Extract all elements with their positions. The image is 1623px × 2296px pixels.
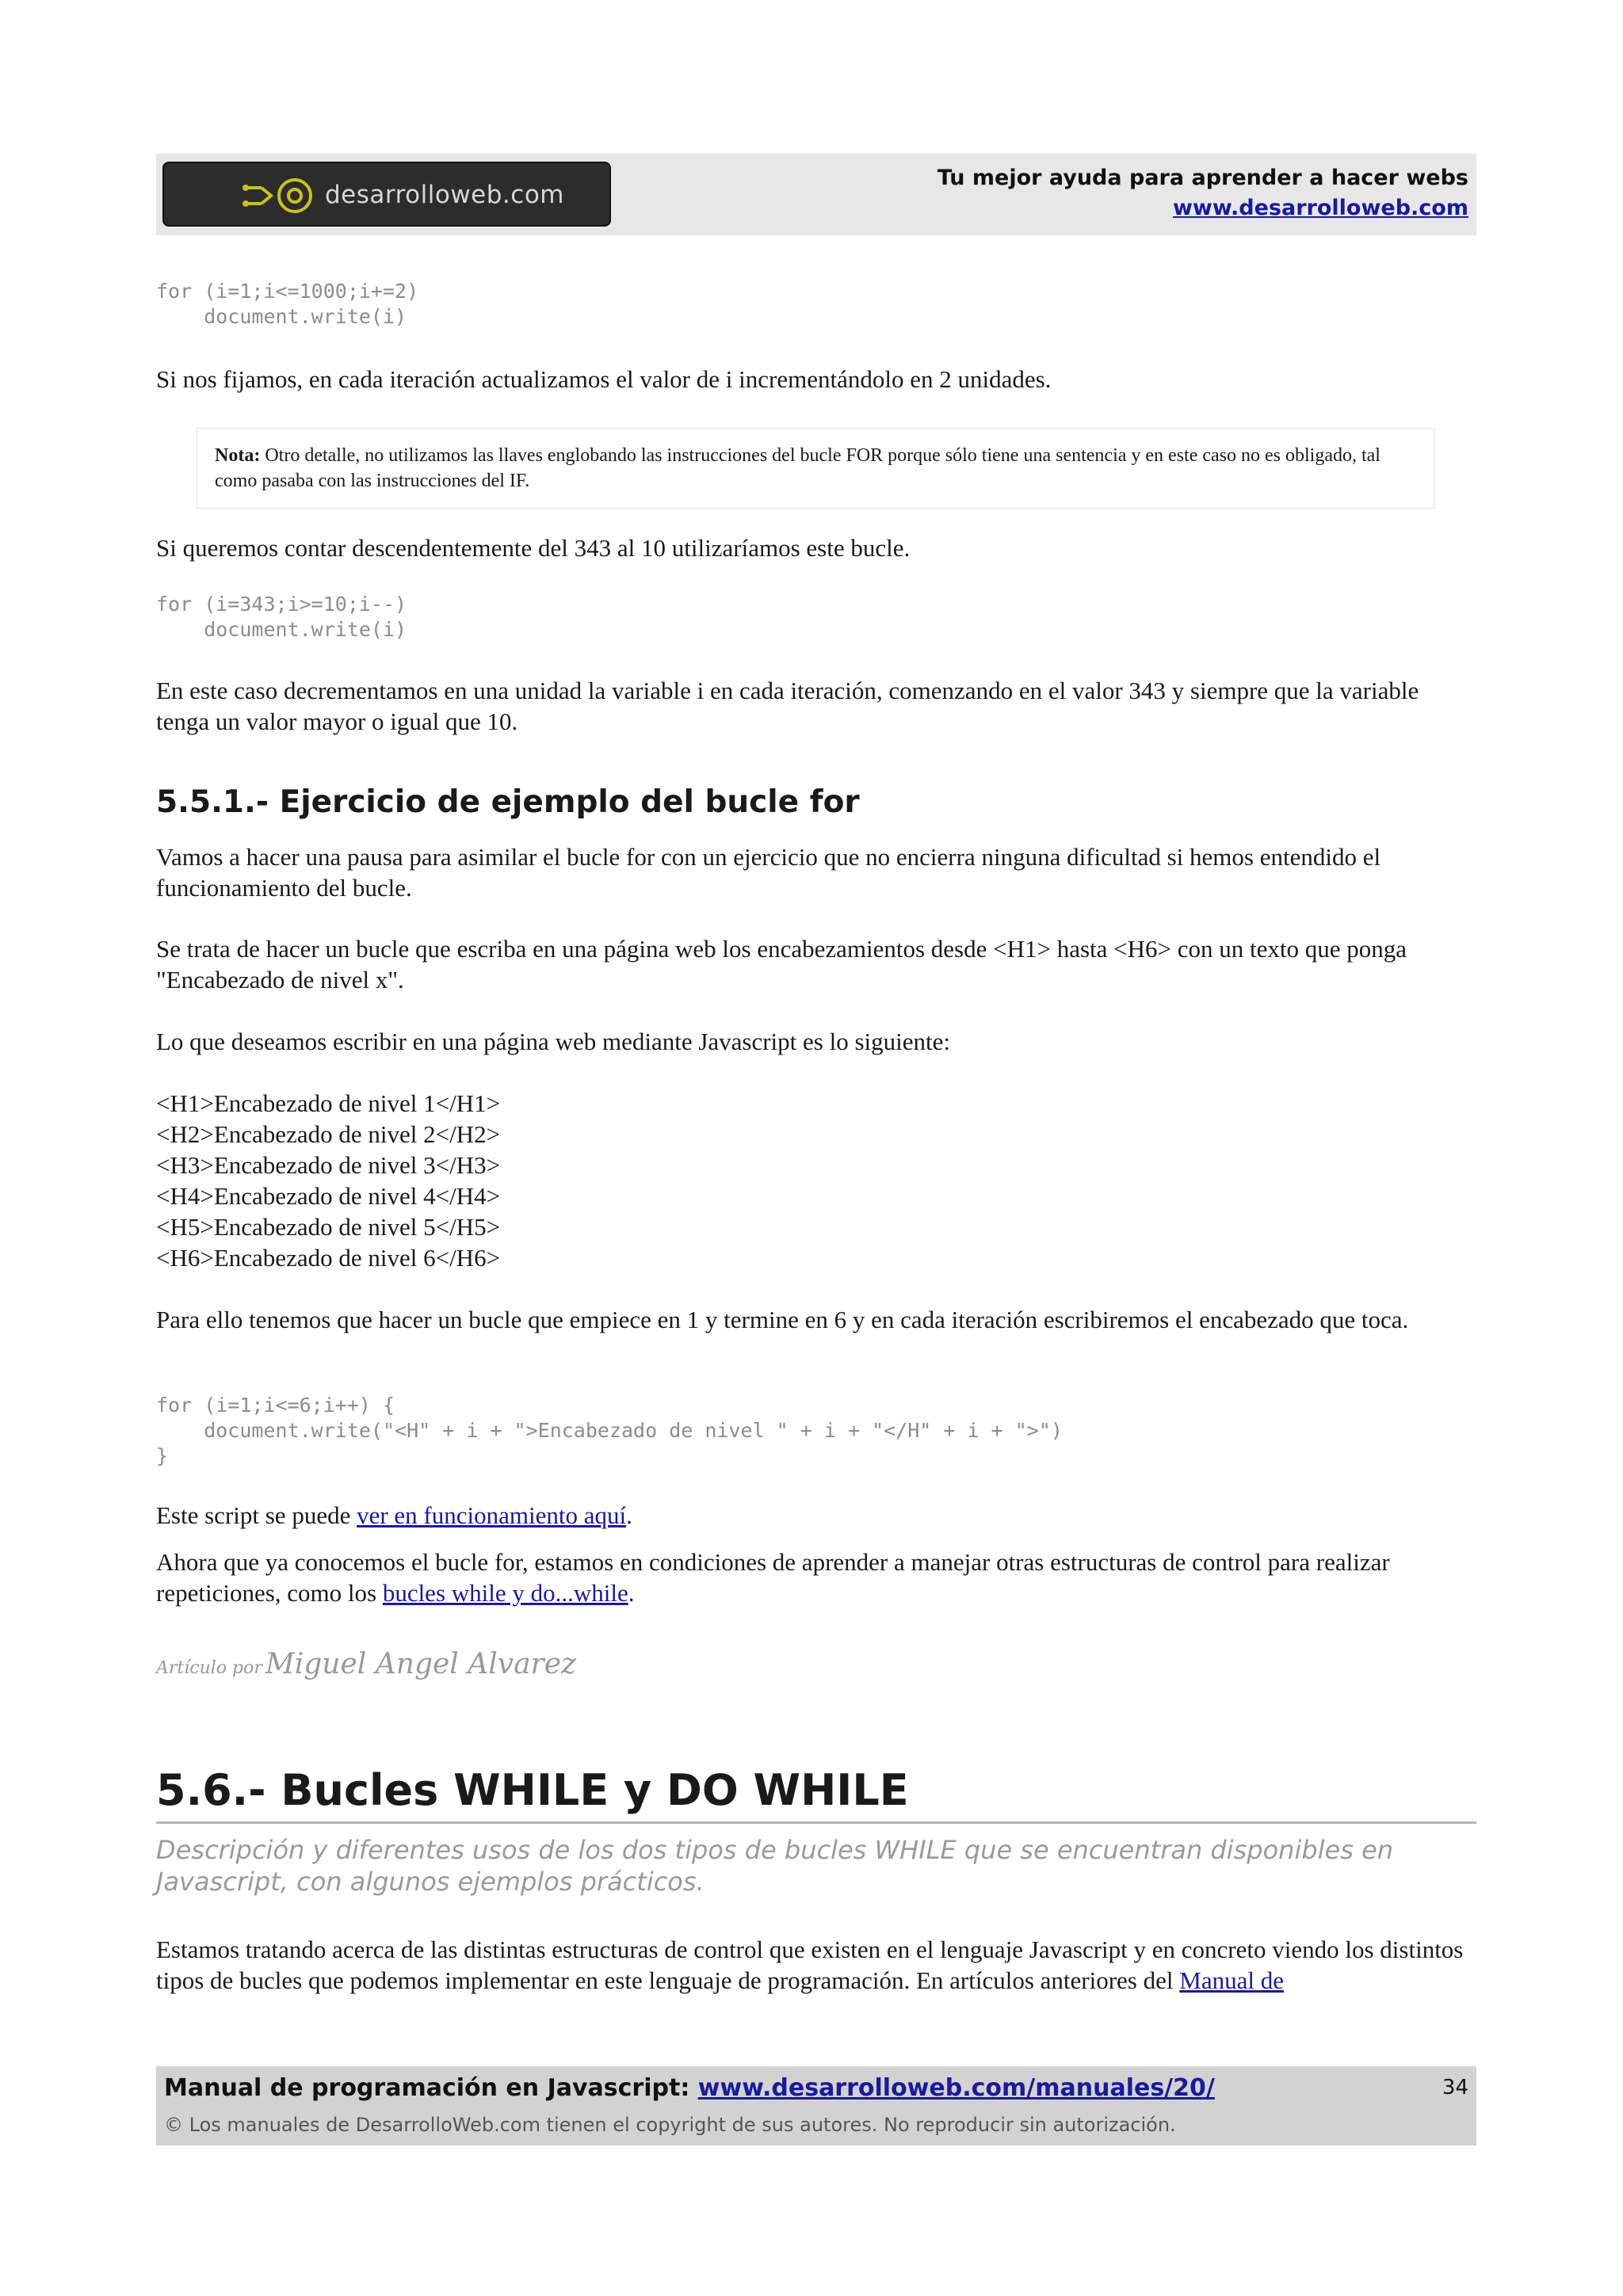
note-label: Nota:: [215, 445, 261, 466]
headings-list: [156, 1088, 1476, 1273]
paragraph-4: Vamos a hacer una pausa para asimilar el bucle for con un ejercicio que no encierra ninguna dificultad si hemos entendido el funcionamiento del bucle.: [156, 843, 1381, 902]
paragraph-7: Para ello tenemos que hacer un bucle que empiece en 1 y termine en 6 y en cada iteración escribiremos el encabezado que toca.: [156, 1306, 1409, 1333]
paragraph-10: [156, 1934, 1476, 1996]
list-item: <H4>Encabezado de nivel 4</H4>: [156, 1182, 501, 1210]
page-number: 34: [1442, 2076, 1468, 2100]
list-item: <H1>Encabezado de nivel 1</H1>: [156, 1089, 501, 1117]
author-by: Artículo por: [156, 1658, 262, 1678]
list-item: <H6>Encabezado de nivel 6</H6>: [156, 1244, 501, 1272]
footer-manual-link[interactable]: www.desarrolloweb.com/manuales/20/: [697, 2074, 1215, 2102]
paragraph-6: Lo que deseamos escribir en una página web mediante Javascript es lo siguiente:: [156, 1028, 951, 1055]
page-header: [156, 154, 1476, 235]
paragraph-3: En este caso decrementamos en una unidad la variable i en cada iteración, comenzando en el valor 343 y siempre que la variable tenga un valor mayor o igual que 10.: [156, 677, 1419, 735]
chapter-subtitle: Descripción y diferentes usos de los dos tipos de bucles WHILE que se encuentran disponibles en Javascript, con algunos ejemplos prácticos.: [156, 1835, 1394, 1897]
list-item: <H3>Encabezado de nivel 3</H3>: [156, 1151, 501, 1179]
code-block-2: for (i=343;i>=10;i--) document.write(i): [156, 593, 407, 641]
article-author: [156, 1648, 576, 1680]
para8-text: Este script se puede: [156, 1501, 357, 1529]
paragraph-8: [156, 1500, 1476, 1531]
page-footer: [156, 2066, 1476, 2145]
chapter-heading: 5.6.- Bucles WHILE y DO WHILE: [156, 1765, 1476, 1824]
paragraph-9: [156, 1547, 1476, 1608]
footer-manual-label: Manual de programación en Javascript:: [164, 2074, 690, 2102]
footer-copyright: © Los manuales de DesarrolloWeb.com tienen el copyright de sus autores. No reproducir sin autorización.: [164, 2114, 1176, 2136]
section-heading: 5.5.1.- Ejercicio de ejemplo del bucle for: [156, 784, 860, 820]
logo-text: desarrolloweb.com: [325, 181, 564, 209]
paragraph-5: Se trata de hacer un bucle que escriba en una página web los encabezamientos desde <H1> hasta <H6> con un texto que ponga "Encabezado de nivel x".: [156, 935, 1407, 994]
list-item: <H2>Encabezado de nivel 2</H2>: [156, 1120, 501, 1148]
demo-link[interactable]: ver en funcionamiento aquí: [357, 1501, 627, 1529]
footer-manual-title: [164, 2074, 1215, 2102]
para9-end: .: [628, 1579, 635, 1607]
manual-link[interactable]: Manual de: [1179, 1966, 1284, 1994]
code-block-3: for (i=1;i<=6;i++) { document.write("<H" + i + ">Encabezado de nivel " + i + "</H" + i + ">") }: [156, 1394, 1063, 1467]
para9-text: Ahora que ya conocemos el bucle for, estamos en condiciones de aprender a manejar otras estructuras de control para realizar repeticiones, como los: [156, 1548, 1390, 1607]
paragraph-1: Si nos fijamos, en cada iteración actualizamos el valor de i incrementándolo en 2 unidades.: [156, 365, 1052, 393]
while-loops-link[interactable]: bucles while y do...while: [382, 1579, 628, 1607]
author-name: Miguel Angel Alvarez: [265, 1648, 577, 1680]
code-block-1: for (i=1;i<=1000;i+=2) document.write(i): [156, 280, 419, 328]
para10-text: Estamos tratando acerca de las distintas estructuras de control que existen en el lenguaje Javascript y en concreto viendo los distintos tipos de bucles que podemos implementar en este lenguaje de programación. En artículos anteriores del: [156, 1936, 1464, 1994]
header-site-link[interactable]: www.desarrolloweb.com: [1172, 196, 1468, 220]
logo-mark-icon: [239, 176, 327, 215]
paragraph-2: Si queremos contar descendentemente del 343 al 10 utilizaríamos este bucle.: [156, 534, 911, 562]
header-tagline: [938, 163, 1468, 223]
note-box: [197, 428, 1434, 509]
tagline-text: Tu mejor ayuda para aprender a hacer webs: [937, 166, 1468, 190]
site-logo[interactable]: [162, 162, 611, 227]
note-text: Otro detalle, no utilizamos las llaves englobando las instrucciones del bucle FOR porque sólo tiene una sentencia y en este caso no es obligado, tal como pasaba con las instrucciones del IF.: [215, 445, 1381, 491]
para8-end: .: [626, 1501, 632, 1529]
list-item: <H5>Encabezado de nivel 5</H5>: [156, 1213, 501, 1241]
